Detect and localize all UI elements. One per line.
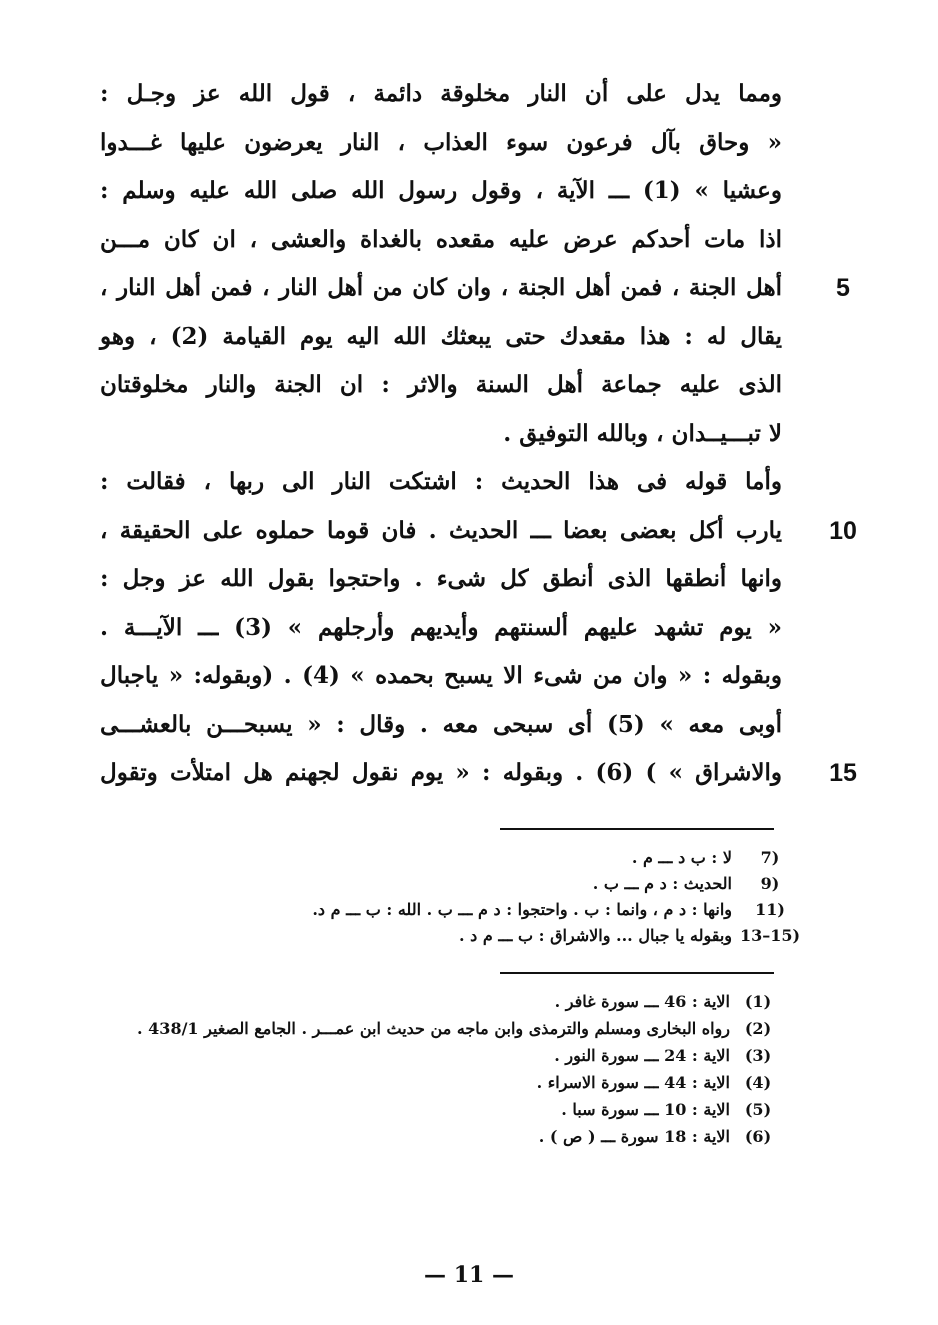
body-line: وبقوله : « وان من شىء الا يسبح بحمده » (4) . (وبقوله: « ياجبال bbox=[100, 662, 782, 689]
footnote bbox=[108, 1123, 778, 1150]
body-line: وأما قوله فى هذا الحديث : اشتكت النار الى ربها ، فقالت : bbox=[100, 468, 782, 495]
footnote-number: (3) bbox=[744, 1046, 772, 1065]
body-line: لا تبـــيــدان ، وبالله التوفيق . bbox=[503, 419, 782, 447]
variant-note-text: وبقوله يا جبال ... والاشراق : ب ـــ م د . bbox=[459, 926, 732, 945]
footnote-number: (2) bbox=[744, 1019, 772, 1038]
margin-line-number: 10 bbox=[829, 516, 857, 545]
footnote-number: (6) bbox=[744, 1127, 772, 1146]
body-line: والاشراق » ) (6) . وبقوله : « يوم نقول لجهنم هل امتلأت وتقول bbox=[100, 759, 782, 786]
variant-note-text: لا : ب د ـــ م . bbox=[631, 848, 732, 867]
variant-note-text: وانها : د م ، وانما : ب . واحتجوا : د م ـــ ب . الله : ب ـــ م د. bbox=[312, 900, 732, 919]
footnote bbox=[108, 1042, 778, 1069]
margin-line-number: 15 bbox=[829, 759, 857, 787]
variant-note-number: 9) bbox=[760, 874, 780, 893]
footnote bbox=[108, 988, 778, 1015]
variant-note-number: 13–15) bbox=[740, 926, 801, 945]
footnote bbox=[108, 1096, 778, 1123]
footnote bbox=[108, 1069, 778, 1096]
main-text-block bbox=[100, 70, 782, 798]
margin-line-number: 5 bbox=[836, 274, 850, 302]
variant-note bbox=[100, 845, 790, 871]
variant-note bbox=[100, 897, 790, 923]
variant-note bbox=[100, 871, 790, 897]
footnote-text: الاية : 46 ـــ سورة غافر . bbox=[554, 992, 730, 1011]
body-line: أوبى معه » (5) أى سبحى معه . وقال : « يسبحـــن بالعشـــى bbox=[100, 710, 782, 738]
variant-note-number: 11) bbox=[755, 900, 785, 919]
body-line: ومما يدل على أن النار مخلوقة دائمة ، قول الله عز وجـل : bbox=[100, 80, 782, 107]
variant-note bbox=[100, 923, 801, 949]
footnote-text: الاية : 44 ـــ سورة الاسراء . bbox=[536, 1073, 730, 1092]
footnote-text: رواه البخارى ومسلم والترمذى وابن ماجه من حديث ابن عمـــر . الجامع الصغير 438/1 . bbox=[137, 1019, 730, 1038]
footnote-number: (4) bbox=[744, 1073, 772, 1092]
footnote-text: الاية : 10 ـــ سورة سبا . bbox=[561, 1100, 730, 1119]
variant-notes-block bbox=[100, 845, 801, 949]
variant-note-text: الحديث : د م ـــ ب . bbox=[592, 874, 732, 893]
body-line: وعشيا » (1) ـــ الآية ، وقول رسول الله صلى الله عليه وسلم : bbox=[100, 177, 782, 204]
footnote-text: الاية : 24 ـــ سورة النور . bbox=[554, 1046, 730, 1065]
footnote bbox=[108, 1015, 778, 1042]
footnote-number: (5) bbox=[744, 1100, 772, 1119]
body-line: « يوم تشهد عليهم ألسنتهم وأيديهم وأرجلهم » (3) ـــ الآيـــة . bbox=[100, 613, 782, 641]
body-line: الذى عليه جماعة أهل السنة والاثر : ان الجنة والنار مخلوقتان bbox=[100, 371, 782, 398]
footnotes-block bbox=[108, 988, 778, 1150]
body-line: أهل الجنة ، فمن أهل الجنة ، وان كان من أهل النار ، فمن أهل النار ، bbox=[100, 274, 782, 301]
variant-note-number: 7) bbox=[760, 848, 780, 867]
body-line: وانها أنطقها الذى أنطق كل شىء . واحتجوا بقول الله عز وجل : bbox=[100, 565, 782, 592]
body-line: يارب أكل بعضى بعضا ـــ الحديث . فان قوما حملوه على الحقيقة ، bbox=[100, 516, 782, 544]
body-line: « وحاق بآل فرعون سوء العذاب ، النار يعرضون عليها غـــدوا bbox=[100, 128, 782, 156]
body-line: اذا مات أحدكم عرض عليه مقعده بالغداة والعشى ، ان كان مـــن bbox=[100, 225, 782, 253]
variant-notes-separator bbox=[500, 828, 774, 830]
footnotes-separator bbox=[500, 972, 774, 974]
footnote-text: الاية : 18 سورة ـــ ( ص ) . bbox=[538, 1127, 730, 1146]
footnote-number: (1) bbox=[744, 992, 772, 1011]
body-line: يقال له : هذا مقعدك حتى يبعثك الله اليه يوم القيامة (2) ، وهو bbox=[100, 322, 782, 350]
page-number: — 11 — bbox=[424, 1262, 514, 1288]
